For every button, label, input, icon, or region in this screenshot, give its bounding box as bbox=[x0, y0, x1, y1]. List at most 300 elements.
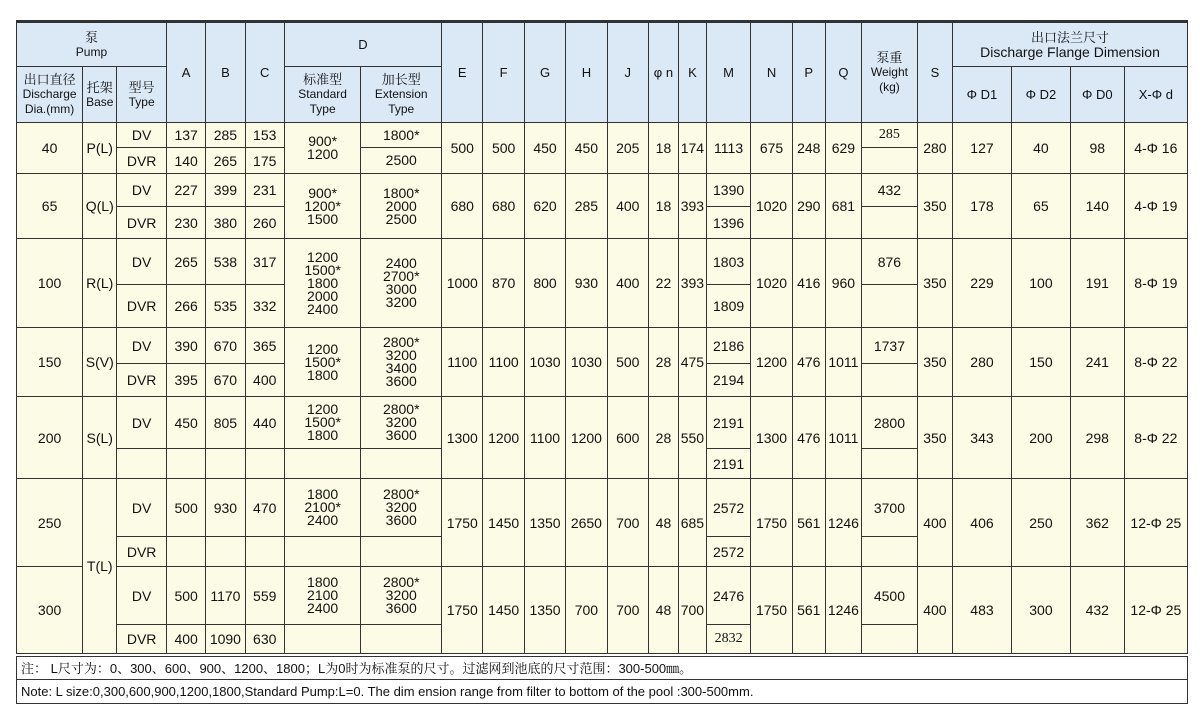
p-cell: 561 bbox=[792, 479, 825, 567]
type-cell: DV bbox=[117, 123, 167, 148]
j-cell: 700 bbox=[607, 479, 648, 567]
extension-value: 2400 bbox=[385, 255, 417, 271]
f-cell: 1100 bbox=[483, 328, 524, 397]
p-cell: 416 bbox=[792, 239, 825, 328]
q-cell: 1246 bbox=[825, 567, 861, 654]
s-cell: 400 bbox=[917, 567, 952, 654]
d0-cell: 362 bbox=[1070, 479, 1124, 567]
col-m-header: M bbox=[706, 23, 750, 123]
xd-cell: 12-Φ 25 bbox=[1124, 479, 1187, 567]
k-cell: 475 bbox=[678, 328, 706, 397]
weight-cell-empty bbox=[862, 449, 918, 479]
p-cell: 290 bbox=[792, 174, 825, 239]
type-cell: DVR bbox=[117, 148, 167, 174]
standard-cell-empty bbox=[284, 537, 361, 567]
weight-cell: 285 bbox=[862, 123, 918, 148]
c-cell-empty bbox=[245, 537, 284, 567]
xd-cell: 12-Φ 25 bbox=[1124, 567, 1187, 654]
extension-value: 3600 bbox=[385, 373, 417, 389]
standard-cell bbox=[284, 567, 361, 625]
extension-cell bbox=[361, 174, 442, 239]
extension-value: 2800* bbox=[382, 574, 420, 590]
j-cell: 400 bbox=[607, 239, 648, 328]
standard-value: 1200 bbox=[307, 401, 339, 417]
weight-cell: 876 bbox=[862, 239, 918, 285]
b-cell: 670 bbox=[206, 328, 245, 364]
extension-value: 3200 bbox=[385, 294, 417, 310]
b-cell: 1170 bbox=[206, 567, 245, 625]
h-cell: 700 bbox=[566, 567, 607, 654]
a-cell: 450 bbox=[166, 397, 205, 449]
b-cell: 399 bbox=[206, 174, 245, 207]
phin-cell: 48 bbox=[648, 567, 678, 654]
dia-header bbox=[17, 67, 83, 123]
standard-type-header bbox=[284, 67, 361, 123]
g-cell: 800 bbox=[524, 239, 565, 328]
q-cell: 1246 bbox=[825, 479, 861, 567]
extension-cell bbox=[361, 239, 442, 328]
base-header-cn: 托架 bbox=[86, 79, 113, 95]
p-cell: 561 bbox=[792, 567, 825, 654]
d1-cell: 406 bbox=[953, 479, 1012, 567]
standard-header-en2: Type bbox=[309, 102, 336, 116]
g-cell: 1030 bbox=[524, 328, 565, 397]
e-cell: 1300 bbox=[442, 397, 483, 479]
extension-value: 3400 bbox=[385, 360, 417, 376]
q-cell: 1011 bbox=[825, 328, 861, 397]
col-q-header: Q bbox=[825, 23, 861, 123]
xd-cell: 8-Φ 19 bbox=[1124, 239, 1187, 328]
m-cell: 1803 bbox=[706, 239, 750, 285]
j-cell: 500 bbox=[607, 328, 648, 397]
dia-header-en1: Discharge bbox=[22, 87, 77, 101]
d2-cell: 200 bbox=[1011, 397, 1070, 479]
standard-cell bbox=[284, 479, 361, 537]
weight-cell: 3700 bbox=[862, 479, 918, 537]
col-s-header: S bbox=[917, 23, 952, 123]
flange-header bbox=[953, 23, 1188, 67]
col-b-header: B bbox=[206, 23, 245, 123]
g-cell: 1100 bbox=[524, 397, 565, 479]
standard-value: 1200 bbox=[307, 340, 339, 357]
dia-cell: 40 bbox=[17, 123, 83, 174]
b-cell: 930 bbox=[206, 479, 245, 537]
m-cell: 2191 bbox=[706, 397, 750, 449]
col-d-header: D bbox=[284, 23, 441, 67]
a-cell: 266 bbox=[166, 285, 205, 328]
pump-header bbox=[17, 23, 167, 67]
k-cell: 393 bbox=[678, 239, 706, 328]
type-header bbox=[117, 67, 167, 123]
e-cell: 1000 bbox=[442, 239, 483, 328]
p-cell: 248 bbox=[792, 123, 825, 174]
n-cell: 1020 bbox=[751, 174, 792, 239]
xd-cell: 8-Φ 22 bbox=[1124, 397, 1187, 479]
dia-cell: 250 bbox=[17, 479, 83, 567]
c-cell: 332 bbox=[245, 285, 284, 328]
table-row bbox=[17, 123, 1188, 148]
g-cell: 620 bbox=[524, 174, 565, 239]
d2-cell: 150 bbox=[1011, 328, 1070, 397]
b-cell-empty bbox=[206, 449, 245, 479]
base-header-en: Base bbox=[86, 94, 114, 109]
table-row bbox=[17, 567, 1188, 625]
m-cell: 1390 bbox=[706, 174, 750, 207]
m-cell: 2194 bbox=[706, 364, 750, 397]
xd-cell: 8-Φ 22 bbox=[1124, 328, 1187, 397]
p-cell: 476 bbox=[792, 328, 825, 397]
extension-value: 3600 bbox=[385, 427, 417, 443]
table-row bbox=[17, 479, 1188, 537]
flange-header-en: Discharge Flange Dimension bbox=[980, 43, 1160, 60]
standard-value: 1500* bbox=[304, 261, 341, 278]
standard-value: 2100 bbox=[307, 587, 339, 603]
extension-cell bbox=[361, 567, 442, 625]
d2-cell: 300 bbox=[1011, 567, 1070, 654]
extension-cell bbox=[361, 328, 442, 397]
base-cell: S(L) bbox=[83, 397, 117, 479]
d1-cell: 127 bbox=[953, 123, 1012, 174]
h-cell: 1200 bbox=[566, 397, 607, 479]
e-cell: 1750 bbox=[442, 567, 483, 654]
m-cell: 2476 bbox=[706, 567, 750, 625]
standard-value: 900* bbox=[308, 184, 338, 201]
n-cell: 1750 bbox=[751, 479, 792, 567]
c-cell: 153 bbox=[245, 123, 284, 148]
weight-cell-empty bbox=[862, 207, 918, 239]
n-cell: 1200 bbox=[751, 328, 792, 397]
type-header-cn: 型号 bbox=[128, 79, 155, 95]
standard-value: 1800 bbox=[307, 274, 339, 291]
d2-cell: 250 bbox=[1011, 479, 1070, 567]
standard-cell-empty bbox=[284, 625, 361, 654]
type-header-en: Type bbox=[128, 94, 155, 109]
extension-cell-empty bbox=[361, 625, 442, 654]
n-cell: 675 bbox=[751, 123, 792, 174]
type-cell: DV bbox=[117, 479, 167, 537]
e-cell: 500 bbox=[442, 123, 483, 174]
spec-table-frame bbox=[16, 20, 1188, 654]
q-cell: 1011 bbox=[825, 397, 861, 479]
extension-value: 3600 bbox=[385, 512, 417, 528]
g-cell: 1350 bbox=[524, 567, 565, 654]
base-cell: T(L) bbox=[83, 479, 117, 654]
table-row bbox=[17, 174, 1188, 207]
xd-cell: 4-Φ 16 bbox=[1124, 123, 1187, 174]
base-cell: R(L) bbox=[83, 239, 117, 328]
standard-value: 2400 bbox=[307, 512, 339, 528]
q-cell: 681 bbox=[825, 174, 861, 239]
a-cell: 227 bbox=[166, 174, 205, 207]
d0-cell: 98 bbox=[1070, 123, 1124, 174]
standard-cell bbox=[284, 328, 361, 397]
pump-dimension-table bbox=[16, 22, 1188, 654]
c-cell: 231 bbox=[245, 174, 284, 207]
m-cell: 2832 bbox=[706, 625, 750, 654]
f-cell: 1200 bbox=[483, 397, 524, 479]
h-cell: 450 bbox=[566, 123, 607, 174]
j-cell: 400 bbox=[607, 174, 648, 239]
phin-cell: 48 bbox=[648, 479, 678, 567]
weight-cell: 432 bbox=[862, 174, 918, 207]
extension-cell-empty bbox=[361, 449, 442, 479]
b-cell-empty bbox=[206, 537, 245, 567]
standard-value: 1200 bbox=[307, 248, 339, 265]
standard-value: 1200* bbox=[304, 197, 341, 214]
s-cell: 350 bbox=[917, 239, 952, 328]
n-cell: 1300 bbox=[751, 397, 792, 479]
c-cell: 317 bbox=[245, 239, 284, 285]
standard-header-en1: Standard bbox=[298, 87, 347, 101]
phin-cell: 22 bbox=[648, 239, 678, 328]
extension-value: 2500 bbox=[385, 210, 417, 227]
d1-cell: 229 bbox=[953, 239, 1012, 328]
type-cell: DVR bbox=[117, 364, 167, 397]
flange-header-cn: 出口法兰尺寸 bbox=[1030, 29, 1109, 45]
weight-cell: 1737 bbox=[862, 328, 918, 364]
h-cell: 2650 bbox=[566, 479, 607, 567]
d2-cell: 65 bbox=[1011, 174, 1070, 239]
col-k-header: K bbox=[678, 23, 706, 123]
standard-value: 1800 bbox=[307, 427, 339, 443]
n-cell: 1750 bbox=[751, 567, 792, 654]
dia-header-en2: Dia.(mm) bbox=[24, 102, 75, 116]
type-cell: DV bbox=[117, 397, 167, 449]
extension-value: 3000 bbox=[385, 281, 417, 297]
standard-cell bbox=[284, 397, 361, 449]
dia-cell: 150 bbox=[17, 328, 83, 397]
b-cell: 805 bbox=[206, 397, 245, 449]
c-cell: 260 bbox=[245, 207, 284, 239]
col-c-header: C bbox=[245, 23, 284, 123]
f-cell: 1450 bbox=[483, 479, 524, 567]
k-cell: 685 bbox=[678, 479, 706, 567]
weight-header bbox=[862, 23, 918, 123]
type-cell: DV bbox=[117, 174, 167, 207]
e-cell: 680 bbox=[442, 174, 483, 239]
col-n-header: N bbox=[751, 23, 792, 123]
type-cell: DVR bbox=[117, 207, 167, 239]
a-cell: 390 bbox=[166, 328, 205, 364]
weight-cell-empty bbox=[862, 625, 918, 654]
type-cell: DV bbox=[117, 239, 167, 285]
c-cell: 440 bbox=[245, 397, 284, 449]
table-row bbox=[17, 328, 1188, 364]
m-cell: 2186 bbox=[706, 328, 750, 364]
b-cell: 670 bbox=[206, 364, 245, 397]
dia-cell: 300 bbox=[17, 567, 83, 654]
a-cell: 500 bbox=[166, 479, 205, 537]
m-cell: 2572 bbox=[706, 479, 750, 537]
extension-value: 1800* bbox=[382, 184, 420, 201]
f-cell: 500 bbox=[483, 123, 524, 174]
e-cell: 1100 bbox=[442, 328, 483, 397]
col-p-header: P bbox=[792, 23, 825, 123]
a-cell: 400 bbox=[166, 625, 205, 654]
standard-value: 2400 bbox=[307, 600, 339, 616]
a-cell: 140 bbox=[166, 148, 205, 174]
pump-header-en: Pump bbox=[75, 44, 108, 59]
standard-value: 2400 bbox=[307, 300, 339, 317]
standard-value: 1500* bbox=[304, 414, 341, 430]
m-cell: 2572 bbox=[706, 537, 750, 567]
d1-cell: 280 bbox=[953, 328, 1012, 397]
weight-cell-empty bbox=[862, 537, 918, 567]
table-row bbox=[17, 397, 1188, 449]
b-cell: 380 bbox=[206, 207, 245, 239]
c-cell-empty bbox=[245, 449, 284, 479]
a-cell: 500 bbox=[166, 567, 205, 625]
col-d1-header: Φ D1 bbox=[953, 67, 1012, 123]
standard-value: 1800 bbox=[307, 366, 339, 383]
col-d0-header: Φ D0 bbox=[1070, 67, 1124, 123]
standard-value: 1200 bbox=[307, 146, 339, 162]
f-cell: 680 bbox=[483, 174, 524, 239]
m-cell: 1113 bbox=[706, 123, 750, 174]
dia-cell: 200 bbox=[17, 397, 83, 479]
standard-cell-empty bbox=[284, 449, 361, 479]
standard-value: 1800 bbox=[307, 486, 339, 502]
c-cell: 470 bbox=[245, 479, 284, 537]
k-cell: 174 bbox=[678, 123, 706, 174]
d2-cell: 100 bbox=[1011, 239, 1070, 328]
type-cell: DVR bbox=[117, 625, 167, 654]
standard-cell bbox=[284, 123, 361, 174]
a-cell: 230 bbox=[166, 207, 205, 239]
j-cell: 700 bbox=[607, 567, 648, 654]
standard-cell bbox=[284, 174, 361, 239]
extension-value: 3200 bbox=[385, 587, 417, 603]
a-cell: 137 bbox=[166, 123, 205, 148]
s-cell: 350 bbox=[917, 397, 952, 479]
standard-value: 1500 bbox=[307, 210, 339, 227]
dia-cell: 100 bbox=[17, 239, 83, 328]
base-cell: S(V) bbox=[83, 328, 117, 397]
g-cell: 1350 bbox=[524, 479, 565, 567]
col-d2-header: Φ D2 bbox=[1011, 67, 1070, 123]
extension-value: 3200 bbox=[385, 414, 417, 430]
type-cell-empty bbox=[117, 449, 167, 479]
extension-cell bbox=[361, 479, 442, 537]
col-j-header: J bbox=[607, 23, 648, 123]
b-cell: 1090 bbox=[206, 625, 245, 654]
a-cell-empty bbox=[166, 449, 205, 479]
a-cell: 265 bbox=[166, 239, 205, 285]
a-cell-empty bbox=[166, 537, 205, 567]
weight-header-unit: (kg) bbox=[879, 80, 900, 94]
standard-value: 900* bbox=[308, 133, 338, 149]
d1-cell: 483 bbox=[953, 567, 1012, 654]
col-h-header: H bbox=[566, 23, 607, 123]
g-cell: 450 bbox=[524, 123, 565, 174]
extension-value: 2800* bbox=[382, 334, 420, 350]
d0-cell: 241 bbox=[1070, 328, 1124, 397]
c-cell: 630 bbox=[245, 625, 284, 654]
type-cell: DV bbox=[117, 567, 167, 625]
j-cell: 205 bbox=[607, 123, 648, 174]
extension-value: 3600 bbox=[385, 600, 417, 616]
standard-header-cn: 标准型 bbox=[303, 72, 343, 87]
extension-type-header bbox=[361, 67, 442, 123]
extension-value: 2800* bbox=[382, 401, 420, 417]
d0-cell: 298 bbox=[1070, 397, 1124, 479]
note-chinese: 注： L尺寸为：0、300、600、900、1200、1800；L为0时为标准泵的尺寸。过滤网到池底的尺寸范围：300-500㎜。 bbox=[16, 656, 1188, 680]
s-cell: 350 bbox=[917, 174, 952, 239]
k-cell: 550 bbox=[678, 397, 706, 479]
b-cell: 265 bbox=[206, 148, 245, 174]
c-cell: 365 bbox=[245, 328, 284, 364]
s-cell: 400 bbox=[917, 479, 952, 567]
extension-value: 2700* bbox=[382, 268, 420, 284]
col-a-header: A bbox=[166, 23, 205, 123]
extension-cell bbox=[361, 397, 442, 449]
d0-cell: 140 bbox=[1070, 174, 1124, 239]
f-cell: 870 bbox=[483, 239, 524, 328]
phin-cell: 28 bbox=[648, 328, 678, 397]
b-cell: 538 bbox=[206, 239, 245, 285]
type-cell: DVR bbox=[117, 285, 167, 328]
m-cell: 2191 bbox=[706, 449, 750, 479]
a-cell: 395 bbox=[166, 364, 205, 397]
standard-cell bbox=[284, 239, 361, 328]
s-cell: 350 bbox=[917, 328, 952, 397]
e-cell: 1750 bbox=[442, 479, 483, 567]
c-cell: 400 bbox=[245, 364, 284, 397]
weight-header-en: Weight bbox=[870, 65, 908, 79]
col-f-header: F bbox=[483, 23, 524, 123]
d1-cell: 178 bbox=[953, 174, 1012, 239]
s-cell: 280 bbox=[917, 123, 952, 174]
extension-header-en1: Extension bbox=[374, 87, 428, 101]
weight-cell-empty bbox=[862, 285, 918, 328]
extension-cell-empty bbox=[361, 537, 442, 567]
c-cell: 559 bbox=[245, 567, 284, 625]
k-cell: 393 bbox=[678, 174, 706, 239]
col-xd-header: X-Φ d bbox=[1124, 67, 1187, 123]
b-cell: 285 bbox=[206, 123, 245, 148]
extension-value: 2000 bbox=[385, 197, 417, 214]
f-cell: 1450 bbox=[483, 567, 524, 654]
type-cell: DVR bbox=[117, 537, 167, 567]
extension-cell: 2500 bbox=[361, 148, 442, 174]
d0-cell: 191 bbox=[1070, 239, 1124, 328]
phin-cell: 18 bbox=[648, 123, 678, 174]
base-header bbox=[83, 67, 117, 123]
dia-header-cn: 出口直径 bbox=[23, 72, 76, 87]
notes-block bbox=[16, 656, 1188, 704]
note-english: Note: L size:0,300,600,900,1200,1800,Standard Pump:L=0. The dim ension range from filter to bottom of the pool :300-500mm. bbox=[16, 680, 1188, 704]
pump-header-cn: 泵 bbox=[84, 29, 98, 45]
d2-cell: 40 bbox=[1011, 123, 1070, 174]
extension-header-en2: Type bbox=[388, 102, 415, 116]
h-cell: 1030 bbox=[566, 328, 607, 397]
j-cell: 600 bbox=[607, 397, 648, 479]
n-cell: 1020 bbox=[751, 239, 792, 328]
weight-cell-empty bbox=[862, 148, 918, 174]
extension-value: 2800* bbox=[382, 486, 420, 502]
type-cell: DV bbox=[117, 328, 167, 364]
m-cell: 1396 bbox=[706, 207, 750, 239]
phin-cell: 28 bbox=[648, 397, 678, 479]
weight-cell: 4500 bbox=[862, 567, 918, 625]
d0-cell: 432 bbox=[1070, 567, 1124, 654]
phin-cell: 18 bbox=[648, 174, 678, 239]
d1-cell: 343 bbox=[953, 397, 1012, 479]
xd-cell: 4-Φ 19 bbox=[1124, 174, 1187, 239]
q-cell: 960 bbox=[825, 239, 861, 328]
h-cell: 285 bbox=[566, 174, 607, 239]
m-cell: 1809 bbox=[706, 285, 750, 328]
